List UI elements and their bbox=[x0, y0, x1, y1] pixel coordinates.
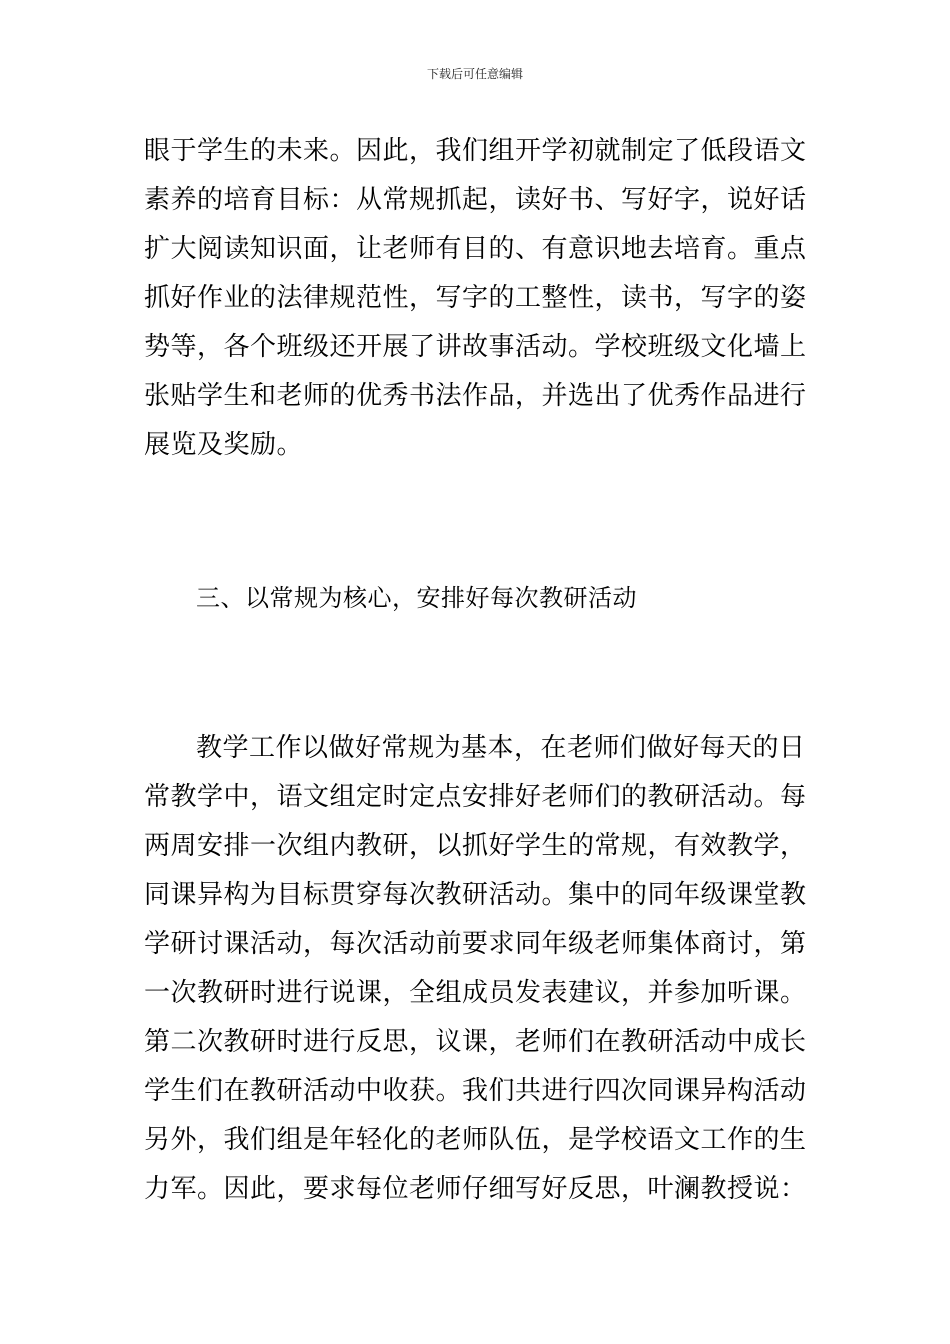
section-heading: 三、以常规为核心，安排好每次教研活动 bbox=[196, 584, 637, 612]
paragraph-line: 另外，我们组是年轻化的老师队伍，是学校语文工作的生 bbox=[144, 1125, 807, 1155]
paragraph-line: 势等，各个班级还开展了讲故事活动。学校班级文化墙上 bbox=[144, 332, 807, 362]
paragraph-line: 张贴学生和老师的优秀书法作品，并选出了优秀作品进行 bbox=[144, 381, 807, 411]
paragraph-line: 力军。因此，要求每位老师仔细写好反思，叶澜教授说： bbox=[144, 1174, 807, 1204]
paragraph-line: 第二次教研时进行反思，议课，老师们在教研活动中成长 bbox=[144, 1027, 807, 1057]
paragraph-line: 学研讨课活动，每次活动前要求同年级老师集体商讨，第 bbox=[144, 929, 807, 959]
paragraph-line: 两周安排一次组内教研，以抓好学生的常规，有效教学， bbox=[144, 831, 807, 861]
header-note: 下载后可任意编辑 bbox=[426, 67, 523, 81]
paragraph-line: 常教学中，语文组定时定点安排好老师们的教研活动。每 bbox=[144, 782, 807, 812]
paragraph-line: 教学工作以做好常规为基本，在老师们做好每天的日 bbox=[196, 733, 806, 763]
paragraph-line: 素养的培育目标：从常规抓起，读好书、写好字，说好话 bbox=[144, 185, 807, 215]
paragraph-line: 同课异构为目标贯穿每次教研活动。集中的同年级课堂教 bbox=[144, 880, 807, 910]
paragraph-line: 扩大阅读知识面，让老师有目的、有意识地去培育。重点 bbox=[144, 234, 807, 264]
paragraph-line: 学生们在教研活动中收获。我们共进行四次同课异构活动 bbox=[144, 1076, 807, 1106]
paragraph-line: 抓好作业的法律规范性，写字的工整性，读书，写字的姿 bbox=[144, 283, 807, 313]
paragraph-line: 一次教研时进行说课，全组成员发表建议，并参加听课。 bbox=[144, 978, 807, 1008]
paragraph-line: 眼于学生的未来。因此，我们组开学初就制定了低段语文 bbox=[144, 136, 807, 166]
paragraph-line: 展览及奖励。 bbox=[144, 430, 304, 460]
